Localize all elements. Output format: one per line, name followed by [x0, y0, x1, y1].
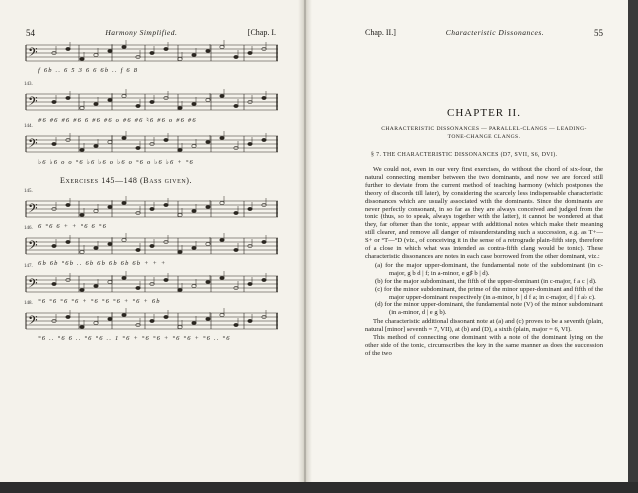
svg-text:𝄢: 𝄢: [28, 201, 38, 219]
svg-text:𝄢: 𝄢: [28, 136, 38, 154]
figured-bass: °6 .. °6 6 .. °6 °6 .. 1 °6 + °6 °6 + °6 °6 + °6 .. °6: [38, 335, 231, 342]
svg-text:𝄢: 𝄢: [28, 238, 38, 256]
exercise-number: 148.: [24, 301, 33, 306]
music-staff: [24, 131, 280, 157]
exercise-row-147: [24, 264, 280, 305]
right-running-head: [365, 28, 603, 38]
figured-bass: #6 #6 #6 #6 6 #6 #6 o #6 #6 ♮6 #6 o #6 #6: [38, 117, 197, 124]
exercise-row-145: [24, 189, 280, 230]
right-page: [305, 0, 628, 493]
music-staff: [24, 40, 280, 66]
paragraph-1: We could not, even in our very first exercises, do without the chord of six-four, the natural connecting member between the two dominants, and now we are forced still further to deviate from the current method of teaching harmony (which postpones the theory of discords till later), by considering the scarcely less indispensable characteristic dissonances which are usually associated with the dominants. Since the dominants are never perfectly consonant, in so far as they are always conceived and judged from the tonic (thus, so to speak, always together with the latter), it cannot be wondered at that they, far oftener than the tonic, appear with additional notes which make their meaning still clearer, and remove all danger of misunderstanding such a succession, e.g. as T+—S+ or °T—°D (viz., of conceiving it in the sense of a retrograde plain-fifth step, therefore of a close in which what was intended as contra-fifth clang would be tonic). These characteristic dissonances are notes in each case borrowed from the other dominant, viz.:: [365, 166, 603, 260]
paragraph-2: The characteristic additional dissonant note at (a) and (c) proves to be a seventh (plain, natural [minor] seventh = 7, VII), at (b) and (D), a sixth (plain, major = 6, VI).: [365, 318, 603, 334]
right-running-title: Characteristic Dissonances.: [445, 28, 545, 37]
figured-bass: 6b 6b °6b .. 6b 6b 6b 6b 6b + + +: [38, 260, 167, 267]
scan-edge-right: [628, 0, 638, 493]
music-staff: [24, 89, 280, 115]
chapter-subtitle-line-2: TONE-CHANGE CLANGS.: [447, 134, 521, 140]
left-running-title: Harmony Simplified.: [105, 28, 178, 37]
music-staff: [24, 308, 280, 334]
chapter-title: CHAPTER II.: [447, 107, 521, 119]
list-item: (b) for the major subdominant, the fifth of the upper-dominant (in c-major, f a c | d).: [375, 277, 597, 285]
book-gutter: [298, 0, 312, 493]
list-item: (a) for the major upper-dominant, the fundamental note of the subdominant (in c-major, g b d | f; in a-minor, e g♯ b | d).: [375, 261, 603, 277]
exercise-number: 147.: [24, 264, 33, 269]
left-chapter-ref: [Chap. I.: [247, 28, 276, 37]
exercise-number: 145.: [24, 189, 33, 194]
exercises-heading: Exercises 145—148 (Bass given).: [60, 176, 193, 185]
staff-row-1: [24, 40, 280, 74]
section-heading: § 7. THE CHARACTERISTIC DISSONANCES (D7, SVII, S6, DVI).: [371, 152, 558, 158]
staff-number: 144.: [24, 124, 33, 129]
scan-edge-bottom: [0, 482, 638, 493]
staff-row-3: [24, 124, 280, 166]
figured-bass: 6 °6 6 + + °6 6 °6: [38, 223, 108, 230]
left-page-number: 54: [26, 28, 35, 38]
figured-bass: ♭6 ♭6 o o °6 ♭6 ♭6 o ♭6 o °6 o ♭6 ♭6 + °6: [38, 159, 194, 166]
figured-bass: f 6b .. 6 5 3 6 6 6b .. f 6 8: [38, 67, 139, 74]
chapter-subtitle: [365, 125, 603, 141]
left-page: [0, 0, 305, 493]
music-staff: [24, 271, 280, 297]
paragraph-3: This method of connecting one dominant with a note of the dominant lying on the other side of the tonic, circumscribes the key in the same manner as does the succession of the two: [365, 334, 603, 357]
svg-text:𝄢: 𝄢: [28, 45, 38, 63]
music-staff: [24, 196, 280, 222]
exercise-number: 146.: [24, 226, 33, 231]
figured-bass: °6 °6 °6 °6 + °6 °6 °6 + °6 + 6b: [38, 298, 161, 305]
staff-number: 143.: [24, 82, 33, 87]
dominant-list: [365, 262, 603, 317]
list-item: (c) for the minor subdominant, the prime of the minor upper-dominant and fifth of the major upper-dominant respectively (in a-minor, b | d f a; in c-major, d | f a♭ c).: [375, 285, 603, 301]
left-running-head: [26, 28, 276, 38]
svg-text:𝄢: 𝄢: [28, 94, 38, 112]
chapter-subtitle-line-1: CHARACTERISTIC DISSONANCES — PARALLEL-CLANGS — LEADING-: [381, 126, 587, 132]
list-item: (d) for the minor upper-dominant, the fundamental note (V) of the minor subdominant (in a-minor, d | e g b).: [375, 301, 603, 317]
body-text: [365, 166, 603, 358]
right-chapter-ref: Chap. II.]: [365, 28, 396, 37]
svg-text:𝄢: 𝄢: [28, 276, 38, 294]
right-page-number: 55: [593, 28, 603, 38]
svg-text:𝄢: 𝄢: [28, 313, 38, 331]
staff-row-2: [24, 82, 280, 124]
music-staff: [24, 233, 280, 259]
